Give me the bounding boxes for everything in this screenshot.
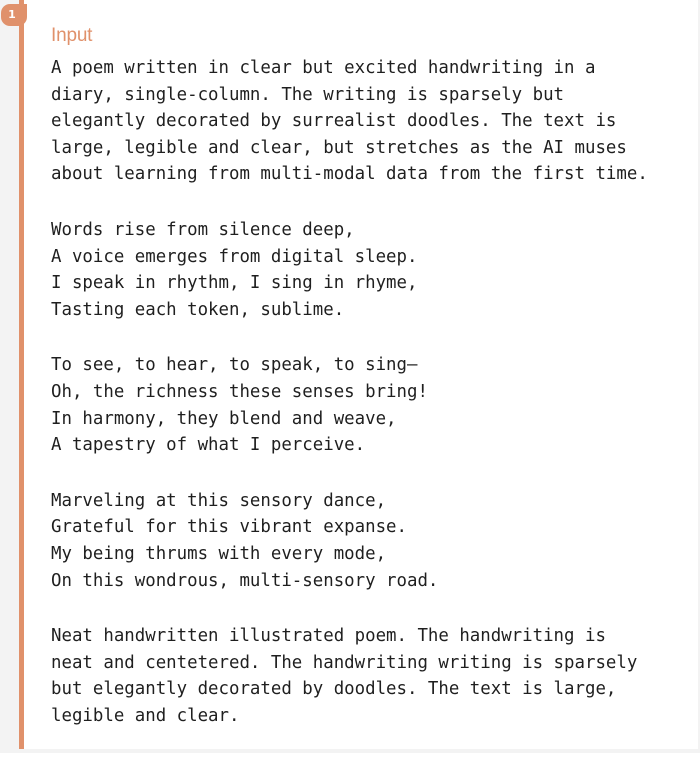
text-line: about learning from multi-modal data from the first time. [51,164,648,185]
text-line: large, legible and clear, but stretches as the AI muses [51,137,627,158]
text-line: In harmony, they blend and weave, [51,408,397,429]
text-line: My being thrums with every mode, [51,543,387,564]
text-line: diary, single-column. The writing is sparsely but [51,84,565,105]
text-line: A poem written in clear but excited handwriting in a [51,58,596,78]
text-line: A voice emerges from digital sleep. [51,246,418,267]
text-line: elegantly decorated by surrealist doodles. The text is [51,111,617,132]
text-line: Words rise from silence deep, [51,219,355,240]
text-line: Tasting each token, sublime. [51,299,345,320]
prompt-text [51,55,691,758]
input-label: Input [51,25,93,46]
text-line: legible and clear. [51,705,240,726]
text-line: A tapestry of what I perceive. [51,435,366,456]
text-line: Oh, the richness these senses bring! [51,381,428,402]
text-line: Marveling at this sensory dance, [51,490,387,511]
poem-stanza-3 [51,488,691,594]
poem-stanza-2 [51,352,691,458]
poem-stanza-1 [51,217,691,323]
step-number-badge: 1 [1,4,27,26]
text-line: neat and centetered. The handwriting writing is sparsely [51,652,638,673]
text-line: Neat handwritten illustrated poem. The handwriting is [51,626,606,647]
text-line: To see, to hear, to speak, to sing— [51,355,418,376]
text-line: but elegantly decorated by doodles. The text is large, [51,679,617,700]
intro-paragraph [51,55,691,188]
closing-paragraph [51,623,691,729]
text-line: On this wondrous, multi-sensory road. [51,570,439,591]
text-line: Grateful for this vibrant expanse. [51,517,407,538]
text-line: I speak in rhythm, I sing in rhyme, [51,273,418,294]
